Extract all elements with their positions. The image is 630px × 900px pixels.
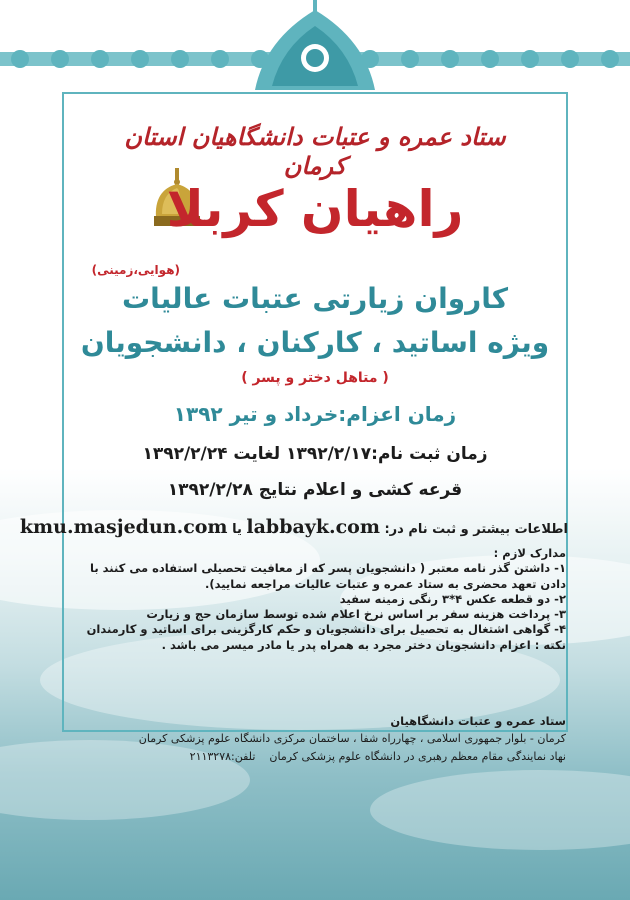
registration-time: زمان ثبت نام:۱۳۹۲/۲/۱۷ لغایت ۱۳۹۲/۲/۲۴ <box>142 444 488 464</box>
organization-title: ستاد عمره و عتبات دانشگاهیان استان کرمان <box>124 122 506 180</box>
footer-org: ستاد عمره و عتبات دانشگاهیان <box>390 714 566 728</box>
travel-mode: (هوایی،زمینی) <box>91 263 180 277</box>
subtitle-caravan: کاروان زیارتی عتبات عالیات <box>121 282 509 315</box>
document-item: ۲- دو قطعه عکس ۴*۳ رنگی زمینه سفید <box>339 591 566 606</box>
footer-phone: تلفن:۲۱۱۳۲۷۸ <box>189 750 256 763</box>
document-item: ۴- گواهی اشتغال به تحصیل برای دانشجویان و حکم کارگزینی برای اساتید و کارمندان <box>86 622 566 637</box>
documents-heading: مدارک لازم : <box>493 546 566 560</box>
document-item: ۱- داشتن گذر نامه معتبر ( دانشجویان پسر که از معافیت تحصیلی استفاده می کنند با دادن تعهد محضری به ستاد عمره و عتبات عالیات مراجعه نمایید). <box>90 561 566 591</box>
info-or: یا <box>232 522 242 537</box>
departure-time: زمان اعزام:خرداد و تیر ۱۳۹۲ <box>173 402 457 426</box>
footer-office-line <box>66 748 566 766</box>
documents-note: نکته : اعزام دانشجویان دختر مجرد به همراه پدر یا مادر میسر می باشد . <box>161 637 566 652</box>
subtitle-audience: ویژه اساتید ، کارکنان ، دانشجویان <box>80 326 550 359</box>
ornament-band <box>0 0 630 100</box>
document-item: ۳- پرداخت هزینه سفر بر اساس نرخ اعلام شده توسط سازمان حج و زیارت <box>146 607 566 622</box>
footer <box>66 712 566 766</box>
main-title: راهیان کربلا <box>166 180 464 238</box>
footer-office: نهاد نمایندگی مقام معظم رهبری در دانشگاه علوم پزشکی کرمان <box>269 750 566 763</box>
info-line <box>19 516 568 538</box>
lottery-date: قرعه کشی و اعلام نتایج ۱۳۹۲/۲/۲۸ <box>167 480 463 500</box>
site-link-labbayk[interactable]: labbayk.com <box>246 516 380 538</box>
info-prefix: اطلاعات بیشتر و ثبت نام در: <box>384 522 568 537</box>
required-documents <box>66 546 566 653</box>
subtitle-marital: ( متاهل دختر و پسر ) <box>241 370 389 386</box>
site-link-masjedun[interactable]: kmu.masjedun.com <box>19 516 228 538</box>
footer-address: کرمان - بلوار جمهوری اسلامی ، چهارراه شفا ، ساختمان مرکزی دانشگاه علوم پزشکی کرمان <box>138 732 566 745</box>
